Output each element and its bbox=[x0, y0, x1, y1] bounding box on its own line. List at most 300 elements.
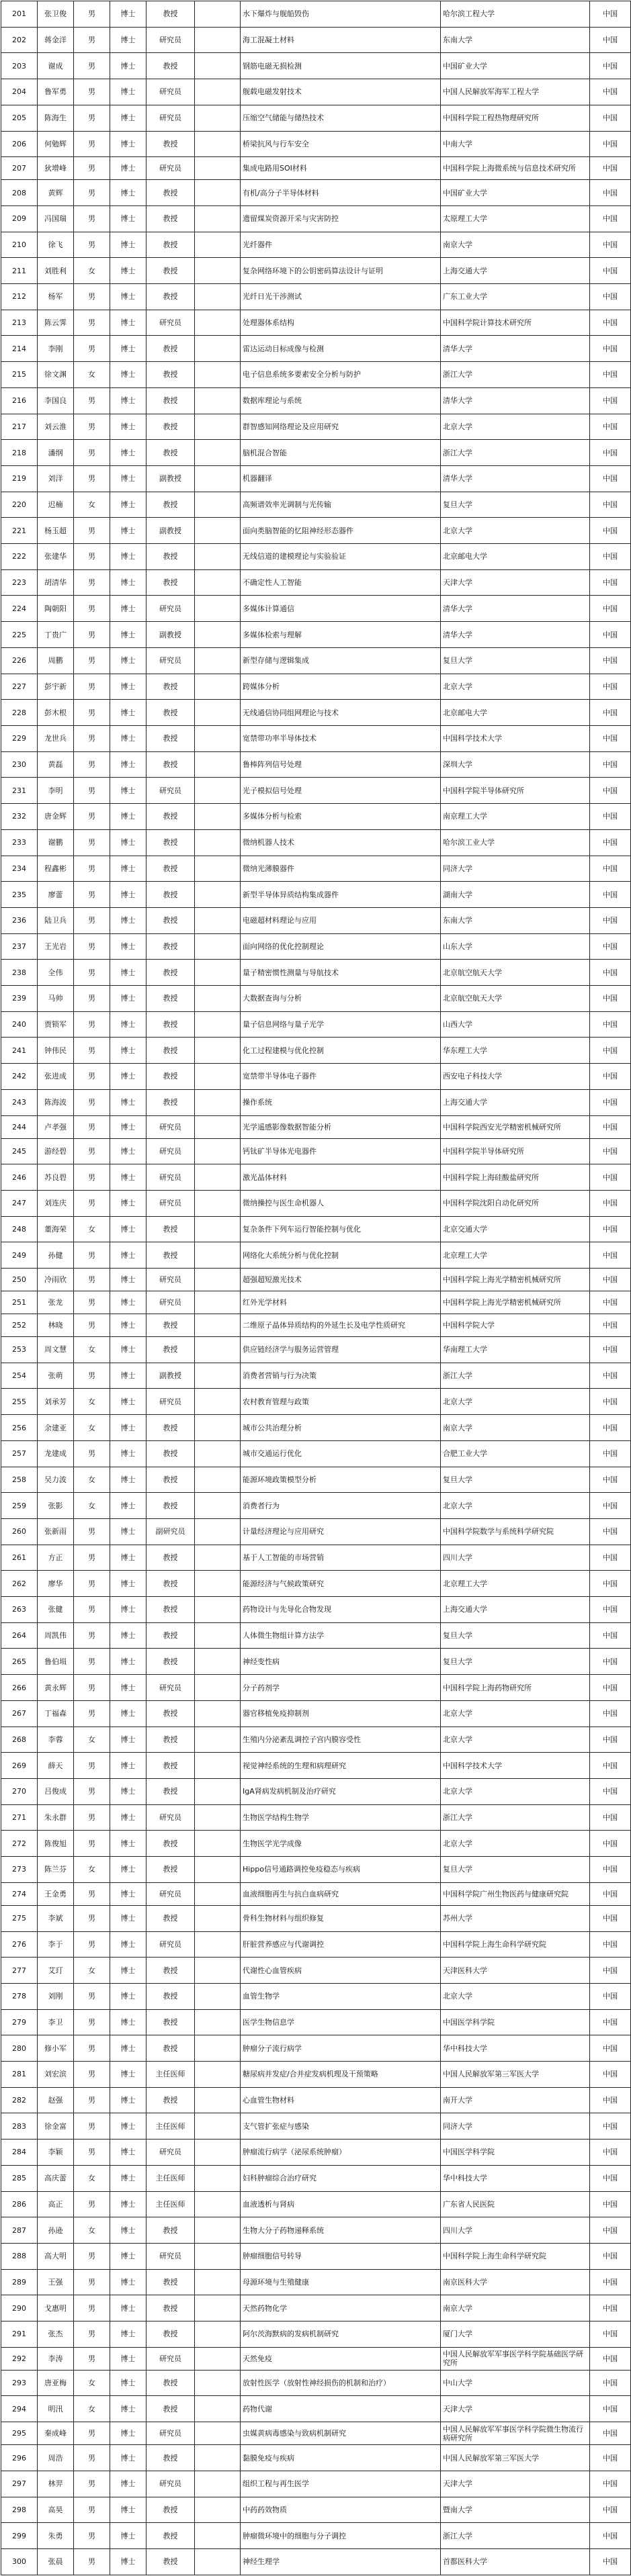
extra-cell bbox=[195, 1545, 241, 1571]
title-cell: 教授 bbox=[146, 414, 195, 440]
title-cell: 教授 bbox=[146, 440, 195, 466]
name-cell: 陈俊旭 bbox=[38, 1831, 74, 1857]
gender-cell: 女 bbox=[74, 1415, 110, 1441]
degree-cell: 博士 bbox=[110, 1597, 146, 1623]
country-cell: 中国 bbox=[590, 622, 631, 648]
institution-cell: 中国人民解放军军事医学科学院微生物流行病研究所 bbox=[441, 2422, 590, 2445]
index-cell: 230 bbox=[1, 751, 38, 778]
title-cell: 教授 bbox=[146, 1216, 195, 1242]
country-cell: 中国 bbox=[590, 1291, 631, 1314]
extra-cell bbox=[195, 647, 241, 674]
institution-cell: 山西大学 bbox=[441, 1011, 590, 1038]
field-cell: 钢筋电磁无损检测 bbox=[241, 53, 441, 79]
degree-cell: 博士 bbox=[110, 310, 146, 336]
gender-cell: 男 bbox=[74, 2422, 110, 2445]
index-cell: 205 bbox=[1, 105, 38, 131]
country-cell: 中国 bbox=[590, 1389, 631, 1415]
extra-cell bbox=[195, 2009, 241, 2035]
table-row bbox=[1, 440, 631, 466]
name-cell: 冯国瑞 bbox=[38, 205, 74, 232]
table-row bbox=[1, 1649, 631, 1675]
institution-cell: 天津大学 bbox=[441, 2396, 590, 2422]
institution-cell: 西安电子科技大学 bbox=[441, 1064, 590, 1090]
extra-cell bbox=[195, 2191, 241, 2217]
gender-cell: 男 bbox=[74, 105, 110, 131]
field-cell: IgA肾病发病机制及治疗研究 bbox=[241, 1779, 441, 1805]
degree-cell: 博士 bbox=[110, 1115, 146, 1138]
gender-cell: 女 bbox=[74, 1389, 110, 1415]
country-cell: 中国 bbox=[590, 804, 631, 830]
institution-cell: 山东大学 bbox=[441, 933, 590, 960]
institution-cell: 中国人民解放军第三军医大学 bbox=[441, 2445, 590, 2471]
country-cell: 中国 bbox=[590, 1622, 631, 1649]
name-cell: 龙世兵 bbox=[38, 725, 74, 751]
name-cell: 刘宏滨 bbox=[38, 2062, 74, 2088]
field-cell: 支气管扩张症与感染 bbox=[241, 2113, 441, 2140]
table-row bbox=[1, 180, 631, 206]
institution-cell: 中国科学院上海微系统与信息技术研究所 bbox=[441, 157, 590, 180]
degree-cell: 博士 bbox=[110, 157, 146, 180]
extra-cell bbox=[195, 622, 241, 648]
index-cell: 231 bbox=[1, 778, 38, 804]
country-cell: 中国 bbox=[590, 2347, 631, 2370]
country-cell: 中国 bbox=[590, 933, 631, 960]
degree-cell: 博士 bbox=[110, 960, 146, 986]
name-cell: 刘刚 bbox=[38, 1983, 74, 2009]
table-row bbox=[1, 387, 631, 414]
institution-cell: 中国科学院西安光学精密机械研究所 bbox=[441, 1115, 590, 1138]
gender-cell: 男 bbox=[74, 1545, 110, 1571]
gender-cell: 男 bbox=[74, 569, 110, 596]
title-cell: 研究员 bbox=[146, 2471, 195, 2497]
degree-cell: 博士 bbox=[110, 1905, 146, 1931]
name-cell: 刘洋 bbox=[38, 465, 74, 492]
gender-cell: 男 bbox=[74, 933, 110, 960]
degree-cell: 博士 bbox=[110, 2165, 146, 2191]
gender-cell: 男 bbox=[74, 647, 110, 674]
gender-cell: 男 bbox=[74, 700, 110, 726]
field-cell: 分子药剂学 bbox=[241, 1675, 441, 1701]
table-row bbox=[1, 700, 631, 726]
gender-cell: 女 bbox=[74, 2217, 110, 2244]
extra-cell bbox=[195, 1882, 241, 1905]
name-cell: 彭木根 bbox=[38, 700, 74, 726]
index-cell: 203 bbox=[1, 53, 38, 79]
extra-cell bbox=[195, 1931, 241, 1958]
name-cell: 陈海生 bbox=[38, 105, 74, 131]
index-cell: 220 bbox=[1, 492, 38, 518]
institution-cell: 中国科学院数学与系统科学研究院 bbox=[441, 1518, 590, 1545]
institution-cell: 北京邮电大学 bbox=[441, 544, 590, 570]
table-row bbox=[1, 1545, 631, 1571]
gender-cell: 男 bbox=[74, 1440, 110, 1467]
degree-cell: 博士 bbox=[110, 1493, 146, 1519]
index-cell: 278 bbox=[1, 1983, 38, 2009]
index-cell: 228 bbox=[1, 700, 38, 726]
title-cell: 教授 bbox=[146, 1440, 195, 1467]
institution-cell: 北京大学 bbox=[441, 1493, 590, 1519]
index-cell: 212 bbox=[1, 284, 38, 310]
field-cell: 大数据查询与分析 bbox=[241, 986, 441, 1012]
table-row bbox=[1, 622, 631, 648]
field-cell: 放射性医学（放射性神经损伤的机制和治疗） bbox=[241, 2370, 441, 2396]
index-cell: 276 bbox=[1, 1931, 38, 1958]
name-cell: 周凯伟 bbox=[38, 1622, 74, 1649]
name-cell: 廖蕾 bbox=[38, 882, 74, 908]
title-cell: 教授 bbox=[146, 2396, 195, 2422]
country-cell: 中国 bbox=[590, 2523, 631, 2549]
institution-cell: 太原理工大学 bbox=[441, 205, 590, 232]
degree-cell: 博士 bbox=[110, 596, 146, 622]
field-cell: 数据库理论与系统 bbox=[241, 387, 441, 414]
gender-cell: 男 bbox=[74, 1291, 110, 1314]
field-cell: 能源环境政策模型分析 bbox=[241, 1467, 441, 1493]
extra-cell bbox=[195, 778, 241, 804]
country-cell: 中国 bbox=[590, 2087, 631, 2113]
extra-cell bbox=[195, 131, 241, 157]
field-cell: 能源经济与气候政策研究 bbox=[241, 1571, 441, 1597]
degree-cell: 博士 bbox=[110, 336, 146, 362]
degree-cell: 博士 bbox=[110, 829, 146, 856]
index-cell: 282 bbox=[1, 2087, 38, 2113]
index-cell: 285 bbox=[1, 2165, 38, 2191]
field-cell: 水下爆炸与舰船毁伤 bbox=[241, 1, 441, 28]
gender-cell: 男 bbox=[74, 882, 110, 908]
title-cell: 研究员 bbox=[146, 647, 195, 674]
extra-cell bbox=[195, 960, 241, 986]
degree-cell: 博士 bbox=[110, 105, 146, 131]
index-cell: 249 bbox=[1, 1242, 38, 1269]
degree-cell: 博士 bbox=[110, 700, 146, 726]
gender-cell: 男 bbox=[74, 232, 110, 258]
degree-cell: 博士 bbox=[110, 2191, 146, 2217]
name-cell: 李斌 bbox=[38, 1905, 74, 1931]
title-cell: 教授 bbox=[146, 1905, 195, 1931]
institution-cell: 华南理工大学 bbox=[441, 1337, 590, 1363]
index-cell: 286 bbox=[1, 2191, 38, 2217]
title-cell: 教授 bbox=[146, 1089, 195, 1115]
name-cell: 钟伟民 bbox=[38, 1038, 74, 1064]
table-row bbox=[1, 105, 631, 131]
index-cell: 237 bbox=[1, 933, 38, 960]
institution-cell: 东南大学 bbox=[441, 27, 590, 53]
institution-cell: 复旦大学 bbox=[441, 1467, 590, 1493]
degree-cell: 博士 bbox=[110, 856, 146, 882]
degree-cell: 博士 bbox=[110, 2035, 146, 2062]
country-cell: 中国 bbox=[590, 414, 631, 440]
degree-cell: 博士 bbox=[110, 1518, 146, 1545]
title-cell: 研究员 bbox=[146, 157, 195, 180]
country-cell: 中国 bbox=[590, 596, 631, 622]
table-row bbox=[1, 2140, 631, 2166]
gender-cell: 男 bbox=[74, 131, 110, 157]
degree-cell: 博士 bbox=[110, 1571, 146, 1597]
gender-cell: 男 bbox=[74, 465, 110, 492]
country-cell: 中国 bbox=[590, 131, 631, 157]
table-row bbox=[1, 2422, 631, 2445]
institution-cell: 四川大学 bbox=[441, 2217, 590, 2244]
table-row bbox=[1, 310, 631, 336]
field-cell: 血液透析与肾病 bbox=[241, 2191, 441, 2217]
country-cell: 中国 bbox=[590, 674, 631, 700]
institution-cell: 华东理工大学 bbox=[441, 1038, 590, 1064]
degree-cell: 博士 bbox=[110, 1314, 146, 1337]
name-cell: 李刚 bbox=[38, 336, 74, 362]
degree-cell: 博士 bbox=[110, 882, 146, 908]
gender-cell: 女 bbox=[74, 362, 110, 388]
degree-cell: 博士 bbox=[110, 1857, 146, 1883]
country-cell: 中国 bbox=[590, 362, 631, 388]
gender-cell: 女 bbox=[74, 1216, 110, 1242]
table-row bbox=[1, 1064, 631, 1090]
name-cell: 张健 bbox=[38, 1597, 74, 1623]
title-cell: 教授 bbox=[146, 1415, 195, 1441]
title-cell: 副教授 bbox=[146, 465, 195, 492]
degree-cell: 博士 bbox=[110, 1931, 146, 1958]
field-cell: 农村教育管理与政策 bbox=[241, 1389, 441, 1415]
extra-cell bbox=[195, 1038, 241, 1064]
extra-cell bbox=[195, 1415, 241, 1441]
name-cell: 何勉辉 bbox=[38, 131, 74, 157]
field-cell: 消费者营销与行为决策 bbox=[241, 1363, 441, 1389]
name-cell: 卢孝强 bbox=[38, 1115, 74, 1138]
country-cell: 中国 bbox=[590, 232, 631, 258]
extra-cell bbox=[195, 1675, 241, 1701]
institution-cell: 天津大学 bbox=[441, 569, 590, 596]
institution-cell: 华中科技大学 bbox=[441, 2035, 590, 2062]
index-cell: 292 bbox=[1, 2347, 38, 2370]
name-cell: 高庆蕾 bbox=[38, 2165, 74, 2191]
country-cell: 中国 bbox=[590, 569, 631, 596]
gender-cell: 男 bbox=[74, 1882, 110, 1905]
extra-cell bbox=[195, 1314, 241, 1337]
table-row bbox=[1, 986, 631, 1012]
extra-cell bbox=[195, 596, 241, 622]
institution-cell: 华中科技大学 bbox=[441, 2165, 590, 2191]
country-cell: 中国 bbox=[590, 1727, 631, 1753]
institution-cell: 北京大学 bbox=[441, 1831, 590, 1857]
name-cell: 刘云淮 bbox=[38, 414, 74, 440]
index-cell: 233 bbox=[1, 829, 38, 856]
gender-cell: 男 bbox=[74, 596, 110, 622]
name-cell: 高大明 bbox=[38, 2243, 74, 2269]
index-cell: 255 bbox=[1, 1389, 38, 1415]
title-cell: 教授 bbox=[146, 2370, 195, 2396]
title-cell: 教授 bbox=[146, 1779, 195, 1805]
index-cell: 226 bbox=[1, 647, 38, 674]
title-cell: 研究员 bbox=[146, 27, 195, 53]
index-cell: 244 bbox=[1, 1115, 38, 1138]
table-row bbox=[1, 2062, 631, 2088]
gender-cell: 男 bbox=[74, 79, 110, 105]
field-cell: Hippo信号通路调控免疫稳态与疾病 bbox=[241, 1857, 441, 1883]
extra-cell bbox=[195, 440, 241, 466]
table-row bbox=[1, 2445, 631, 2471]
extra-cell bbox=[195, 2445, 241, 2471]
field-cell: 不确定性人工智能 bbox=[241, 569, 441, 596]
institution-cell: 北京大学 bbox=[441, 674, 590, 700]
name-cell: 蒋金洋 bbox=[38, 27, 74, 53]
extra-cell bbox=[195, 1753, 241, 1779]
index-cell: 253 bbox=[1, 1337, 38, 1363]
name-cell: 陈兰芬 bbox=[38, 1857, 74, 1883]
field-cell: 电子信息系统多要素安全分析与防护 bbox=[241, 362, 441, 388]
gender-cell: 男 bbox=[74, 1700, 110, 1727]
country-cell: 中国 bbox=[590, 1190, 631, 1216]
title-cell: 教授 bbox=[146, 829, 195, 856]
table-row bbox=[1, 933, 631, 960]
table-row bbox=[1, 804, 631, 830]
degree-cell: 博士 bbox=[110, 2009, 146, 2035]
extra-cell bbox=[195, 2370, 241, 2396]
gender-cell: 男 bbox=[74, 387, 110, 414]
gender-cell: 男 bbox=[74, 1597, 110, 1623]
title-cell: 教授 bbox=[146, 387, 195, 414]
degree-cell: 博士 bbox=[110, 622, 146, 648]
extra-cell bbox=[195, 492, 241, 518]
table-row bbox=[1, 157, 631, 180]
table-row bbox=[1, 1038, 631, 1064]
country-cell: 中国 bbox=[590, 1440, 631, 1467]
gender-cell: 女 bbox=[74, 1337, 110, 1363]
country-cell: 中国 bbox=[590, 1038, 631, 1064]
country-cell: 中国 bbox=[590, 2269, 631, 2295]
field-cell: 母源环境与生殖健康 bbox=[241, 2269, 441, 2295]
extra-cell bbox=[195, 986, 241, 1012]
degree-cell: 博士 bbox=[110, 518, 146, 544]
extra-cell bbox=[195, 387, 241, 414]
country-cell: 中国 bbox=[590, 882, 631, 908]
extra-cell bbox=[195, 2422, 241, 2445]
institution-cell: 广东省人民医院 bbox=[441, 2191, 590, 2217]
extra-cell bbox=[195, 2321, 241, 2348]
table-row bbox=[1, 1089, 631, 1115]
table-body bbox=[1, 1, 631, 2575]
extra-cell bbox=[195, 2347, 241, 2370]
degree-cell: 博士 bbox=[110, 1700, 146, 1727]
table-row bbox=[1, 882, 631, 908]
field-cell: 超强超短激光技术 bbox=[241, 1269, 441, 1291]
country-cell: 中国 bbox=[590, 1011, 631, 1038]
table-row bbox=[1, 2217, 631, 2244]
title-cell: 研究员 bbox=[146, 1138, 195, 1164]
degree-cell: 博士 bbox=[110, 1089, 146, 1115]
country-cell: 中国 bbox=[590, 105, 631, 131]
field-cell: 跨媒体分析 bbox=[241, 674, 441, 700]
institution-cell: 上海交通大学 bbox=[441, 258, 590, 284]
gender-cell: 男 bbox=[74, 2243, 110, 2269]
table-row bbox=[1, 2321, 631, 2348]
gender-cell: 男 bbox=[74, 2009, 110, 2035]
field-cell: 天然免疫 bbox=[241, 2347, 441, 2370]
field-cell: 肿瘤流行病学（泌尿系统肿瘤） bbox=[241, 2140, 441, 2166]
country-cell: 中国 bbox=[590, 1337, 631, 1363]
degree-cell: 博士 bbox=[110, 1753, 146, 1779]
table-row bbox=[1, 1905, 631, 1931]
degree-cell: 博士 bbox=[110, 1242, 146, 1269]
degree-cell: 博士 bbox=[110, 986, 146, 1012]
degree-cell: 博士 bbox=[110, 1622, 146, 1649]
institution-cell: 浙江大学 bbox=[441, 440, 590, 466]
gender-cell: 男 bbox=[74, 1779, 110, 1805]
name-cell: 鲁伯埙 bbox=[38, 1649, 74, 1675]
field-cell: 复杂网络环境下的公钥密码算法设计与证明 bbox=[241, 258, 441, 284]
gender-cell: 男 bbox=[74, 1753, 110, 1779]
field-cell: 城市交通运行优化 bbox=[241, 1440, 441, 1467]
field-cell: 妇科肿瘤综合治疗研究 bbox=[241, 2165, 441, 2191]
name-cell: 程鑫彬 bbox=[38, 856, 74, 882]
gender-cell: 男 bbox=[74, 2523, 110, 2549]
title-cell: 教授 bbox=[146, 2523, 195, 2549]
institution-cell: 南开大学 bbox=[441, 2087, 590, 2113]
name-cell: 李国良 bbox=[38, 387, 74, 414]
index-cell: 248 bbox=[1, 1216, 38, 1242]
title-cell: 教授 bbox=[146, 1493, 195, 1519]
degree-cell: 博士 bbox=[110, 1164, 146, 1191]
table-row bbox=[1, 725, 631, 751]
title-cell: 教授 bbox=[146, 492, 195, 518]
title-cell: 教授 bbox=[146, 1700, 195, 1727]
table-row bbox=[1, 1727, 631, 1753]
field-cell: 遗留煤炭资源开采与灾害防控 bbox=[241, 205, 441, 232]
table-row bbox=[1, 1753, 631, 1779]
extra-cell bbox=[195, 2140, 241, 2166]
institution-cell: 清华大学 bbox=[441, 387, 590, 414]
gender-cell: 男 bbox=[74, 829, 110, 856]
country-cell: 中国 bbox=[590, 258, 631, 284]
title-cell: 教授 bbox=[146, 180, 195, 206]
country-cell: 中国 bbox=[590, 2165, 631, 2191]
table-row bbox=[1, 1415, 631, 1441]
title-cell: 教授 bbox=[146, 569, 195, 596]
gender-cell: 男 bbox=[74, 1314, 110, 1337]
title-cell: 研究员 bbox=[146, 1389, 195, 1415]
name-cell: 张萌 bbox=[38, 1363, 74, 1389]
country-cell: 中国 bbox=[590, 1216, 631, 1242]
name-cell: 唐亚梅 bbox=[38, 2370, 74, 2396]
extra-cell bbox=[195, 27, 241, 53]
table-row bbox=[1, 1675, 631, 1701]
institution-cell: 南京医科大学 bbox=[441, 2269, 590, 2295]
institution-cell: 中国科学院大学 bbox=[441, 1314, 590, 1337]
index-cell: 279 bbox=[1, 2009, 38, 2035]
gender-cell: 女 bbox=[74, 1958, 110, 1984]
gender-cell: 男 bbox=[74, 1242, 110, 1269]
title-cell: 教授 bbox=[146, 1753, 195, 1779]
degree-cell: 博士 bbox=[110, 1831, 146, 1857]
title-cell: 教授 bbox=[146, 2035, 195, 2062]
index-cell: 242 bbox=[1, 1064, 38, 1090]
institution-cell: 中国科学院上海硅酸盐研究所 bbox=[441, 1164, 590, 1191]
index-cell: 300 bbox=[1, 2548, 38, 2575]
table-row bbox=[1, 778, 631, 804]
institution-cell: 南京大学 bbox=[441, 1415, 590, 1441]
field-cell: 消费者行为 bbox=[241, 1493, 441, 1519]
index-cell: 297 bbox=[1, 2471, 38, 2497]
title-cell: 研究员 bbox=[146, 1931, 195, 1958]
index-cell: 251 bbox=[1, 1291, 38, 1314]
index-cell: 271 bbox=[1, 1804, 38, 1831]
title-cell: 教授 bbox=[146, 131, 195, 157]
index-cell: 272 bbox=[1, 1831, 38, 1857]
extra-cell bbox=[195, 2497, 241, 2523]
table-row bbox=[1, 1882, 631, 1905]
table-row bbox=[1, 492, 631, 518]
name-cell: 明汛 bbox=[38, 2396, 74, 2422]
table-row bbox=[1, 1216, 631, 1242]
name-cell: 孙健 bbox=[38, 1242, 74, 1269]
title-cell: 教授 bbox=[146, 258, 195, 284]
